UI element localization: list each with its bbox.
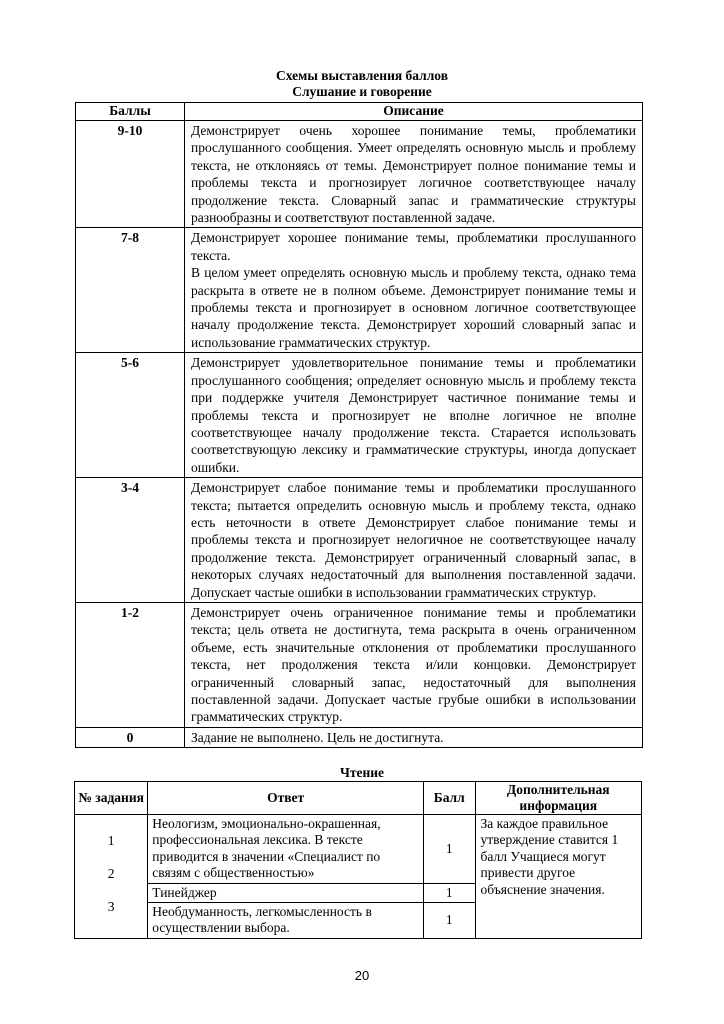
answer-cell: Необдуманность, легкомысленность в осуществлении выбора. (148, 903, 424, 939)
scores-table (75, 102, 643, 748)
answer-cell: Тинейджер (148, 883, 424, 902)
task-number: 2 (107, 865, 115, 881)
table-row (76, 121, 643, 228)
description-text: Демонстрирует хорошее понимание темы, проблематики прослушанного текста. (191, 230, 636, 263)
description-cell (185, 353, 643, 478)
points-cell: 5-6 (76, 353, 185, 478)
description-cell (185, 228, 643, 353)
task-number: 3 (107, 898, 115, 914)
table-row (76, 602, 643, 727)
task-numbers-cell (75, 815, 148, 939)
table-row (76, 727, 643, 747)
scoring-schemes-title: Схемы выставления баллов (275, 68, 449, 83)
description-cell (185, 727, 643, 747)
header-info: Дополнительная информация (475, 782, 641, 815)
description-text: Демонстрирует слабое понимание темы и проблематики прослушанного текста; пытается определить основную мысль и проблему текста, однако есть неточности в ответе Демонстрирует слабое понимание темы и проблемы текста и прогнозирует нелогичное не соответствующее началу продолжение текста. Демонстрирует ограниченный словарный запас, в некоторых случаях недостаточный для выполнения поставленной задачи. Допускает частые ошибки в использовании грамматических структур. (191, 480, 636, 600)
ball-cell: 1 (423, 815, 475, 884)
table-row (75, 815, 642, 884)
points-cell: 1-2 (76, 602, 185, 727)
description-text: Демонстрирует очень хорошее понимание темы, проблематики прослушанного сообщения. Умеет определять основную мысль и проблему текста, не отклоняясь от темы. Демонстрирует полное понимание темы и проблемы текста и прогнозирует логичное соответствующее началу продолжение текста. Словарный запас и грамматические структуры разнообразны и соответствуют поставленной задаче. (191, 123, 636, 226)
reading-header-row (75, 782, 642, 815)
description-text: Демонстрирует удовлетворительное понимание темы и проблематики прослушанного сообщения; определяет основную мысль и проблему текста при поддержке учителя Демонстрирует частичное понимание темы и проблемы текста и прогнозирует не вполне логичное не вполне соответствующее началу продолжение текста. Старается использовать соответствующую лексику и грамматические структуры, иногда допускает ошибки. (191, 355, 636, 475)
table-row (76, 478, 643, 603)
description-cell (185, 602, 643, 727)
points-cell: 7-8 (76, 228, 185, 353)
description-cell (185, 121, 643, 228)
reading-table (74, 781, 642, 939)
header-ball: Балл (423, 782, 475, 815)
header-answer: Ответ (148, 782, 424, 815)
table-row (76, 353, 643, 478)
header-description: Описание (185, 103, 643, 121)
listening-speaking-subtitle: Слушание и говорение (292, 84, 432, 99)
header-points: Баллы (76, 103, 185, 121)
answer-cell: Неологизм, эмоционально-окрашенная, профессиональная лексика. В тексте приводится в значении «Специалист по связям с общественностью» (148, 815, 424, 884)
description-text: В целом умеет определять основную мысль и проблему текста, однако тема раскрыта в ответе не в полном объеме. Демонстрирует понимание темы и проблемы текста и прогнозирует в основном логичное соответствующее началу продолжение текста. Демонстрирует хороший словарный запас и использование грамматических структур. (191, 265, 636, 350)
ball-cell: 1 (423, 903, 475, 939)
points-cell: 3-4 (76, 478, 185, 603)
ball-cell: 1 (423, 883, 475, 902)
scores-header-row (76, 103, 643, 121)
points-cell: 0 (76, 727, 185, 747)
page-number: 20 (354, 968, 370, 983)
reading-title: Чтение (339, 765, 385, 780)
points-cell: 9-10 (76, 121, 185, 228)
description-cell (185, 478, 643, 603)
task-number: 1 (107, 833, 115, 848)
header-task-number: № задания (75, 782, 148, 815)
info-cell: За каждое правильное утверждение ставится 1 балл Учащиеся могут привести другое объяснение значения. (475, 815, 641, 939)
table-row (76, 228, 643, 353)
description-text: Задание не выполнено. Цель не достигнута. (191, 729, 444, 745)
description-text: Демонстрирует очень ограниченное понимание темы и проблематики текста; цель ответа не достигнута, тема раскрыта в очень ограниченном объеме, есть значительные отклонения от проблематики прослушанного текста, нет продолжения текста и/или концовки. Демонстрирует ограниченный словарный запас, недостаточный для выполнения поставленной задачи. Допускает частые грубые ошибки в использовании грамматических структур. (191, 604, 636, 725)
